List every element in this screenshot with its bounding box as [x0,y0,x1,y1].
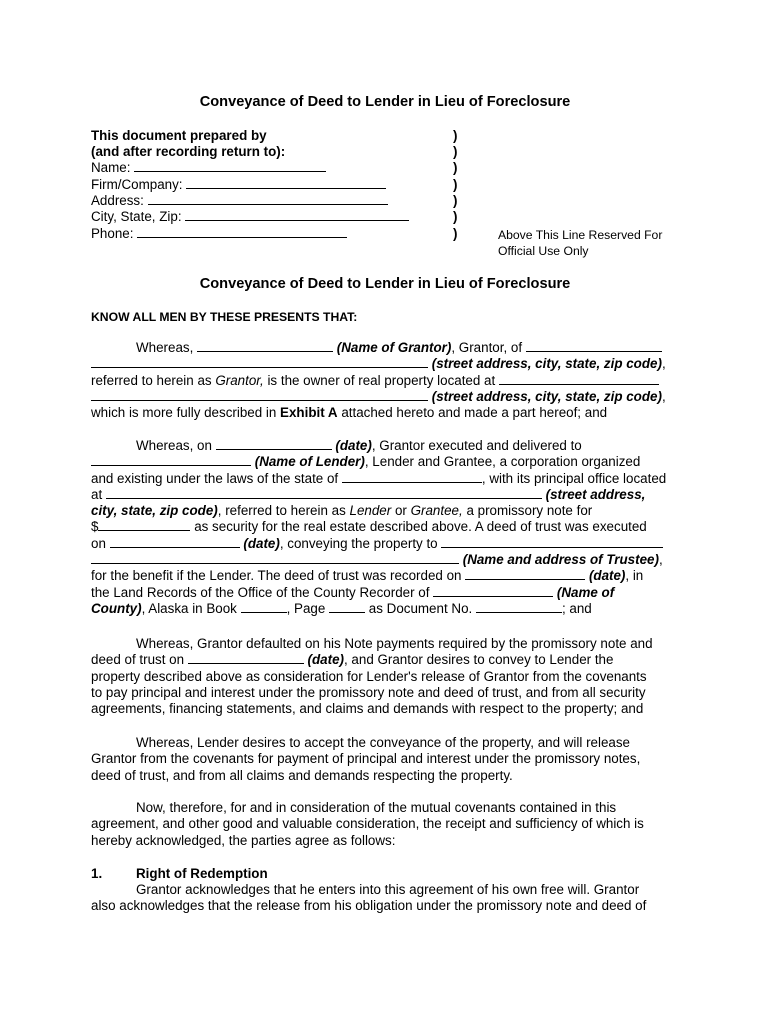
accept-line-1: Whereas, Lender desires to accept the conveyance of the property, and will release [136,735,630,750]
city-field[interactable] [91,209,409,224]
return-to-label: (and after recording return to): [91,144,286,159]
security-text: as security for the real estate described above. A deed of trust was executed [194,519,647,535]
firm-field[interactable] [91,177,386,192]
city-blank[interactable] [185,209,409,221]
name-label: Name: [91,160,131,175]
promissory-for-text: a promissory note for [466,503,593,519]
land-records-text: the Land Records of the Office of the County Recorder of [91,584,430,600]
section-1-heading: Right of Redemption [136,866,268,881]
date-label-3: (date) [588,568,626,584]
paren-7: ) [453,226,458,241]
paren-4: ) [453,177,458,192]
page-blank[interactable] [329,601,365,613]
lender-name-label: (Name of Lender) [254,454,365,470]
section-1-body [91,882,681,915]
doc-no-blank[interactable] [476,601,562,613]
referred-as-text: , referred to herein as [217,503,346,519]
book-blank[interactable] [241,601,287,613]
paren-1: ) [453,128,458,143]
street-address-label: (street address, city, state, zip code) [431,356,662,372]
grantor-of-blank[interactable] [526,340,662,352]
know-all-heading: KNOW ALL MEN BY THESE PRESENTS THAT: [91,310,358,324]
grantee-term: Grantee, [410,503,463,519]
page-text: , Page [286,600,326,616]
grantor-of-text: , Grantor, of [451,340,523,355]
in-text: , in [625,568,644,584]
trust-date-blank[interactable] [110,536,240,548]
section-1-number: 1. [91,866,103,881]
therefore-line-3: hereby acknowledged, the parties agree as follows: [91,832,396,848]
paragraph-therefore [91,800,681,849]
street-address-b-label: city, state, zip code) [91,503,218,519]
section-1-line-2: also acknowledges that the release from his obligation under the promissory note and deed of [91,898,647,914]
referred-text: referred to herein as [91,372,212,388]
name-blank[interactable] [134,160,326,172]
lender-name-blank[interactable] [91,454,251,466]
grantor-address-blank[interactable] [91,356,428,368]
date-label: (date) [335,438,372,453]
paren-6: ) [453,209,458,224]
paragraph-lender: Whereas, on (date), Grantor executed and delivered to (Name of Lender), Lender and Grantee, a corporation organized and existing under the laws of the state of , with its principal office located at (street address, city, state, zip code), referred to herein as Lender or Grantee, a promissory note for $ as security for the real estate described above. A deed of trust was executed on (date), conveying the property to (Name and address of Trustee), for the benefit if the Lender. The deed of trust was recorded on (date), in the Land Records of the Office of the County Recorder of (Name of County), Alaska in Book , Page as Document No. ; and [91,438,667,616]
lender-grantee-text: , Lender and Grantee, a corporation organized [364,454,641,470]
whereas-text: Whereas, [136,340,194,355]
default-line-2b: , and Grantor desires to convey to Lender the [343,652,614,668]
amount-blank[interactable] [98,519,190,531]
section-1-line-1: Grantor acknowledges that he enters into this agreement of his own free will. Grantor [136,882,640,897]
paragraph-grantor: Whereas, (Name of Grantor), Grantor, of (street address, city, state, zip code), referred to herein as Grantor, is the owner of real property located at (street address, city, state, zip code), which is more fully described in Exhibit A attached hereto and made a part hereof; and [91,340,666,421]
whereas-on-text: Whereas, on [136,438,212,453]
therefore-line-2: agreement, and other good and valuable consideration, the receipt and sufficiency of which is [91,816,644,832]
firm-label: Firm/Company: [91,177,183,192]
property-address-blank[interactable] [91,389,428,401]
grantor-name-label: (Name of Grantor) [336,340,452,355]
dollar-sign: $ [91,519,99,535]
office-address-blank[interactable] [106,487,542,499]
grantor-name-blank[interactable] [197,340,333,352]
county-blank[interactable] [433,585,553,597]
date-label-4: (date) [307,652,344,668]
property-location-blank[interactable] [499,373,659,385]
existing-text: and existing under the laws of the state of [91,470,339,486]
attached-text: attached hereto and made a part hereof; and [341,405,608,421]
which-is-text: which is more fully described in [91,405,277,421]
prepared-by-label: This document prepared by [91,128,267,143]
paragraph-accept [91,735,681,784]
phone-blank[interactable] [137,226,347,238]
paragraph-default [91,636,681,717]
date-label-2: (date) [243,535,280,551]
county-label: County) [91,600,142,616]
lender-term: Lender [349,503,392,519]
paren-2: ) [453,144,458,159]
therefore-line-1: Now, therefore, for and in consideration of the mutual covenants contained in this [136,800,617,815]
trustee-label: (Name and address of Trustee) [462,552,659,568]
doc-no-text: as Document No. [368,600,473,616]
owner-located-text: is the owner of real property located at [267,372,496,388]
or-text: or [394,503,407,519]
on-text: on [91,535,106,551]
grantor-term: Grantor, [215,372,264,388]
at-text: at [91,486,103,502]
default-line-3: property described above as consideration for Lender's release of Grantor from the covenants [91,668,647,684]
address-blank[interactable] [148,193,388,205]
section-title: Conveyance of Deed to Lender in Lieu of Foreclosure [199,276,571,292]
note-date-blank[interactable] [216,438,332,450]
exhibit-a: Exhibit A [280,405,338,421]
recorded-date-blank[interactable] [465,568,585,580]
alaska-text: , Alaska in Book [141,600,237,616]
street-address-label-2: (street address, city, state, zip code) [431,388,662,404]
reserved-line-1: Above This Line Reserved For [498,228,663,242]
address-label: Address: [91,193,144,208]
benefit-text: for the benefit if the Lender. The deed of trust was recorded on [91,568,462,584]
phone-label: Phone: [91,226,134,241]
street-address-a-label: (street address, [545,486,646,502]
default-line-1: Whereas, Grantor defaulted on his Note payments required by the promissory note and [136,636,653,651]
reserved-line-2: Official Use Only [498,244,589,258]
state-blank[interactable] [342,471,482,483]
firm-blank[interactable] [186,177,386,189]
conveying-text: , conveying the property to [279,535,438,551]
executed-text: , Grantor executed and delivered to [371,438,582,453]
principal-office-text: , with its principal office located [481,470,667,486]
paren-5: ) [453,193,458,208]
accept-line-3: deed of trust, and from all claims and demands respecting the property. [91,767,513,783]
accept-line-2: Grantor from the covenants for payment of principal and interest under the promissory notes, [91,751,641,767]
city-label: City, State, Zip: [91,209,182,224]
document-title: Conveyance of Deed to Lender in Lieu of Foreclosure [199,94,571,110]
name-of-label: (Name of [556,584,615,600]
and-text: ; and [561,600,592,616]
address-field[interactable] [91,193,388,208]
trustee-address-blank[interactable] [91,552,459,564]
default-line-2a: deed of trust on [91,652,185,668]
phone-field[interactable] [91,226,347,241]
default-date-blank[interactable] [188,652,304,664]
default-line-4: to pay principal and interest under the promissory note and deed of trust, and from all security [91,684,646,700]
name-field[interactable] [91,160,326,175]
trustee-blank[interactable] [441,536,663,548]
paren-3: ) [453,160,458,175]
default-line-5: agreements, financing statements, and claims and demands with respect to the property; and [91,701,644,717]
